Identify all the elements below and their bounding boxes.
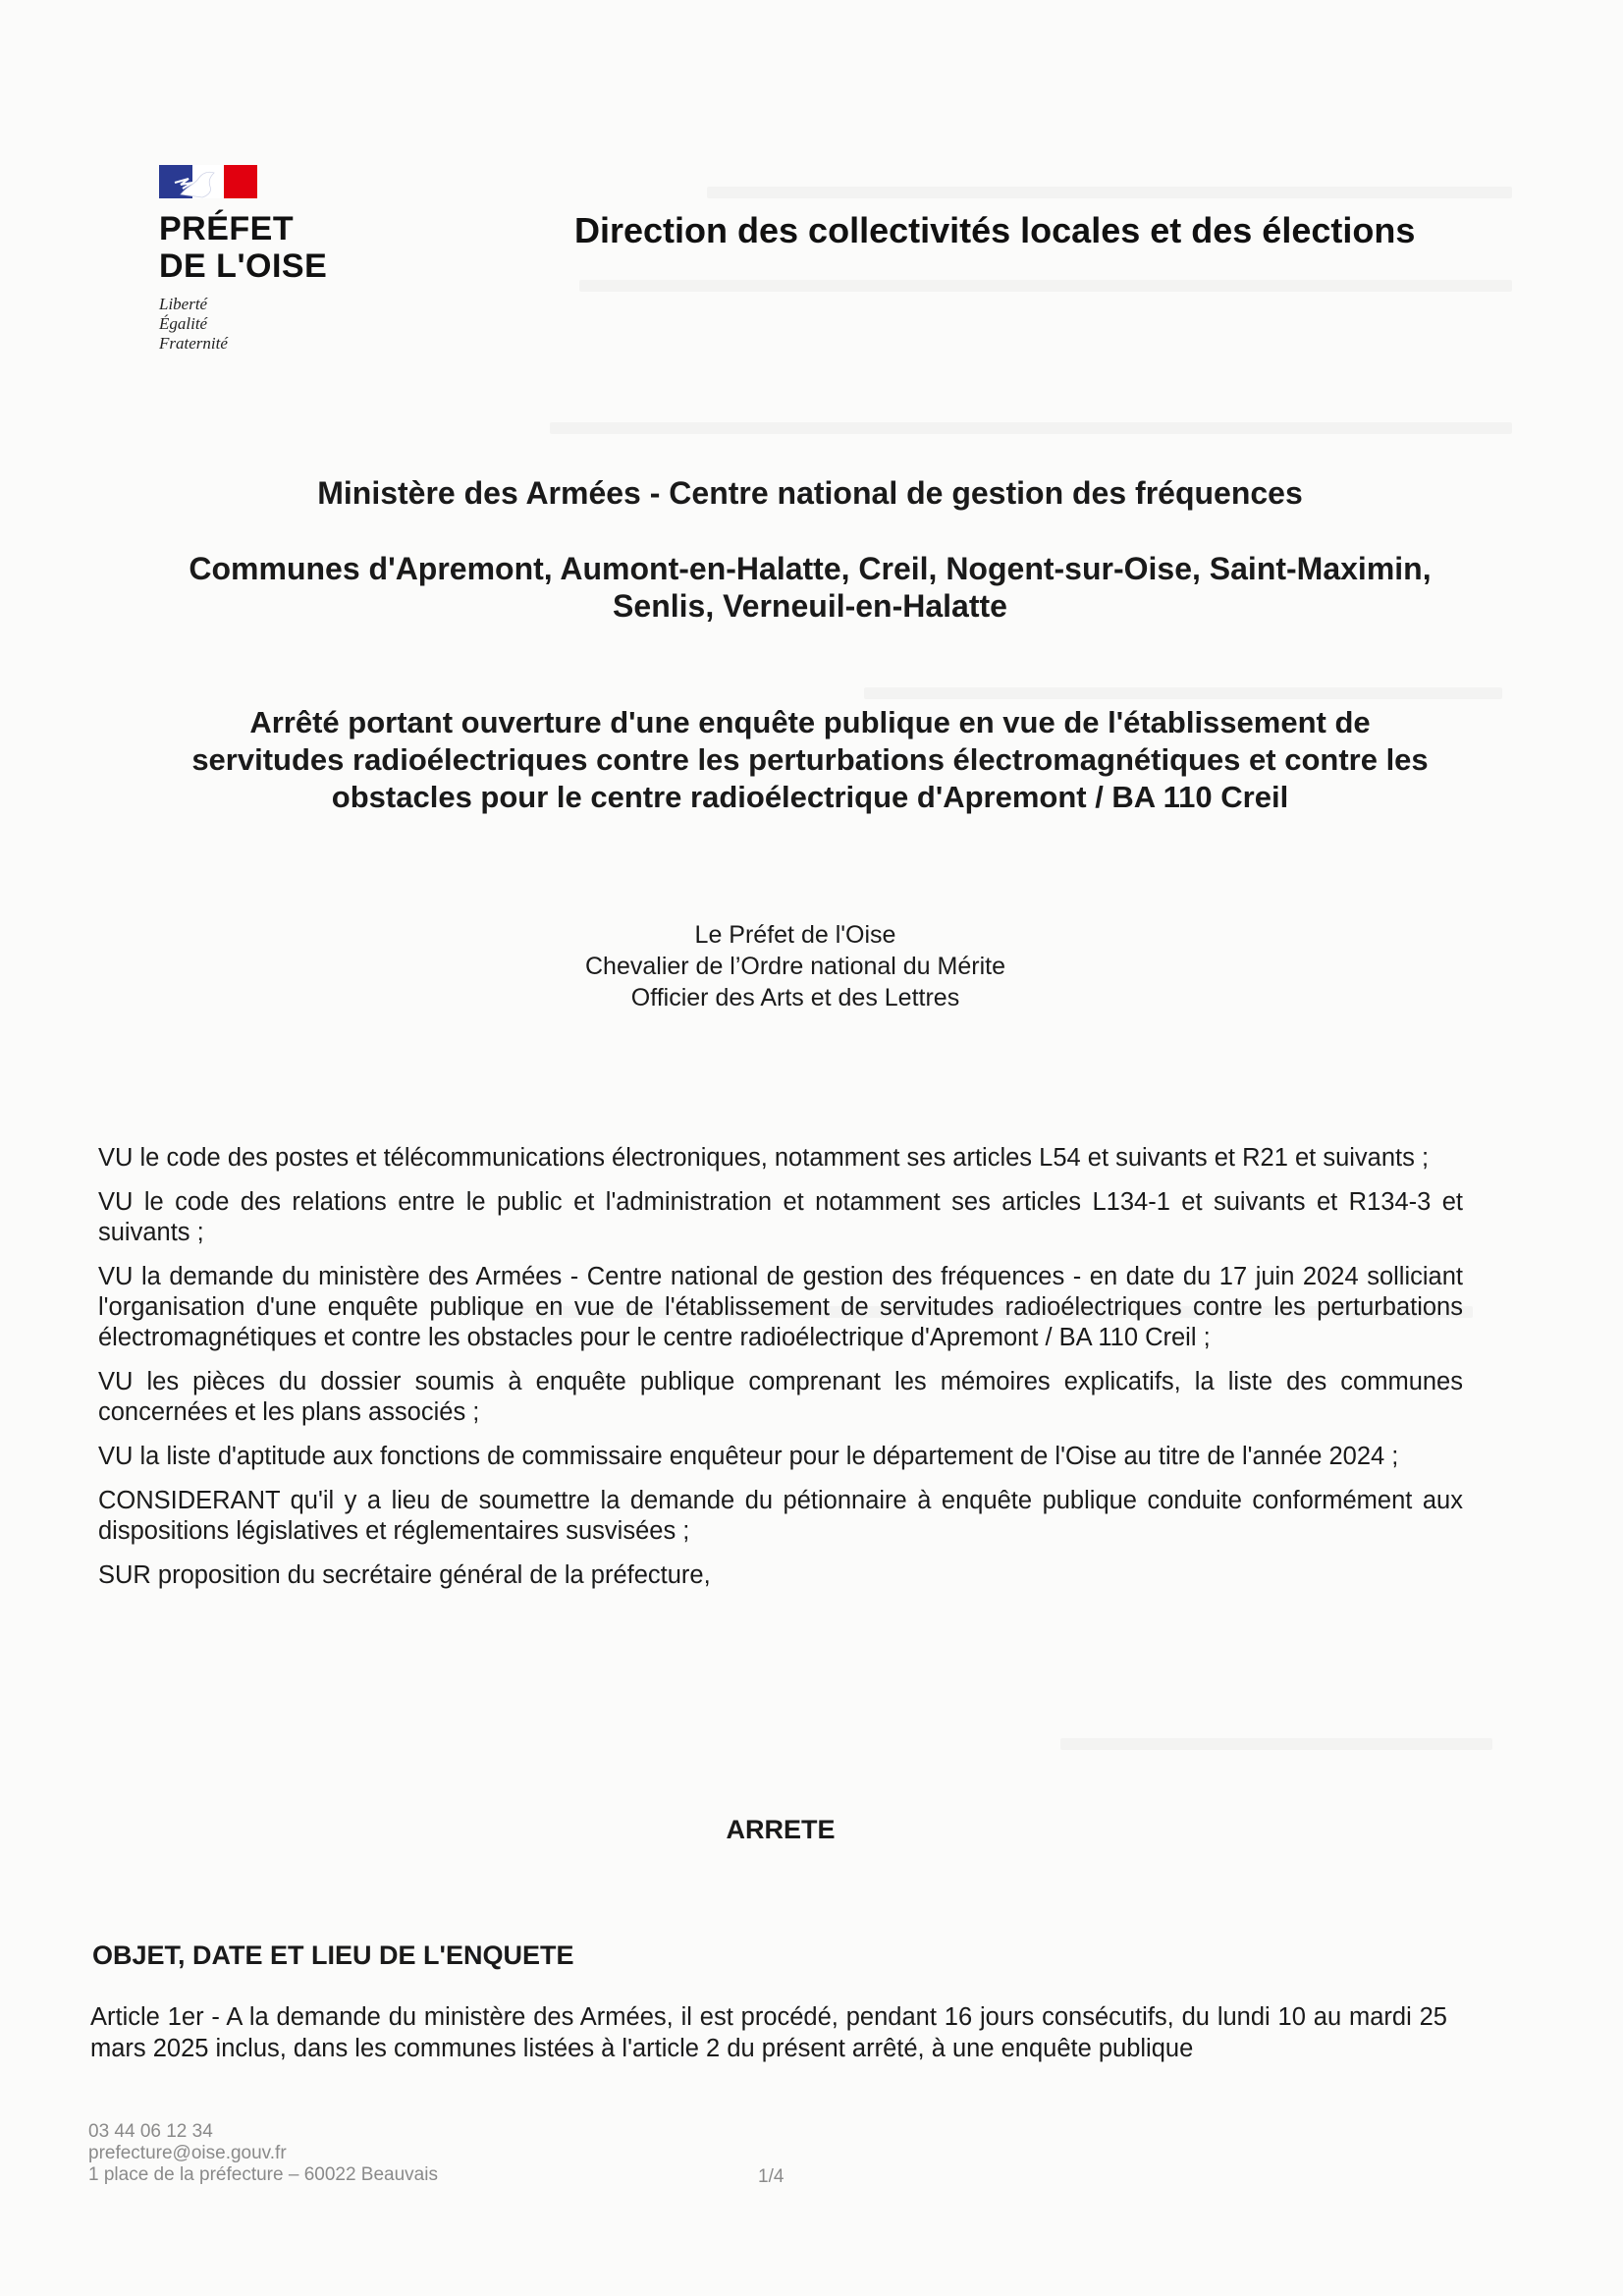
show-through <box>707 187 1512 198</box>
motto-liberte: Liberté <box>159 295 208 313</box>
direction-title: Direction des collectivités locales et des élections <box>574 210 1416 250</box>
visa-paragraph: VU la liste d'aptitude aux fonctions de commissaire enquêteur pour le département de l'Oise au titre de l'année 2024 ; <box>98 1443 1399 1470</box>
prefecture-logo <box>159 165 355 354</box>
marianne-icon <box>159 165 257 198</box>
section-heading: OBJET, DATE ET LIEU DE L'ENQUETE <box>92 1941 574 1970</box>
footer-phone: 03 44 06 12 34 <box>88 2121 213 2142</box>
communes-line1: Communes d'Apremont, Aumont-en-Halatte, Creil, Nogent-sur-Oise, Saint-Maximin, <box>189 551 1432 586</box>
footer-email: prefecture@oise.gouv.fr <box>88 2143 287 2163</box>
arrete-title-line1: Arrêté portant ouverture d'une enquête publique en vue de l'établissement de <box>249 705 1371 739</box>
motto-egalite: Égalité <box>159 314 208 333</box>
article-1 <box>90 2001 1447 2064</box>
arrete-title-line3: obstacles pour le centre radioélectrique d'Apremont / BA 110 Creil <box>331 780 1289 814</box>
show-through <box>550 422 1512 434</box>
prefet-line3: Officier des Arts et des Lettres <box>630 984 960 1011</box>
prefet-line2: Chevalier de l’Ordre national du Mérite <box>585 953 1005 980</box>
ministere-title: Ministère des Armées - Centre national de gestion des fréquences <box>317 475 1303 511</box>
visa-paragraph: VU le code des postes et télécommunications électroniques, notamment ses articles L54 et suivants et R21 et suivants ; <box>98 1144 1430 1172</box>
show-through <box>864 687 1502 699</box>
footer-address: 1 place de la préfecture – 60022 Beauvais <box>88 2164 438 2185</box>
considerant-paragraph: CONSIDERANT qu'il y a lieu de soumettre la demande du pétionnaire à enquête publique conduite conformément aux dispositions législatives et réglementaires susvisées ; <box>98 1487 1463 1545</box>
logo-title <box>159 210 355 285</box>
logo-title-line2: DE L'OISE <box>159 247 328 285</box>
article-text: - A la demande du ministère des Armées, il est procédé, pendant 16 jours consécutifs, du lundi 10 au mardi 25 mars 2025 inclus, dans les communes listées à l'article 2 du présent arrêté, à une enquête publique <box>90 2003 1447 2062</box>
visa-paragraph: VU la demande du ministère des Armées - Centre national de gestion des fréquences - en date du 17 juin 2024 solliciant l'organisation d'une enquête publique en vue de l'établissement de servitudes radioélectriques contre les perturbations électromagnétiques et contre les obstacles pour le centre radioélectrique d'Apremont / BA 110 Creil ; <box>98 1263 1463 1351</box>
communes-title <box>108 550 1512 625</box>
footer-contact <box>88 2121 438 2186</box>
show-through <box>1060 1738 1492 1750</box>
motto-fraternite: Fraternité <box>159 334 228 353</box>
arrete-title-line2: servitudes radioélectriques contre les perturbations électromagnétiques et contre les <box>191 742 1429 777</box>
page-number: 1/4 <box>758 2166 784 2187</box>
visa-paragraph: VU le code des relations entre le public et l'administration et notamment ses articles L134-1 et suivants et R134-3 et suivants ; <box>98 1188 1463 1246</box>
arrete-heading: ARRETE <box>726 1815 836 1844</box>
show-through <box>579 280 1512 292</box>
article-label: Article 1er <box>90 2003 204 2031</box>
prefet-signature-block <box>304 919 1286 1013</box>
logo-title-line1: PRÉFET <box>159 210 295 247</box>
communes-line2: Senlis, Verneuil-en-Halatte <box>613 588 1007 624</box>
proposition-paragraph: SUR proposition du secrétaire général de la préfecture, <box>98 1561 711 1589</box>
arrete-title <box>108 704 1512 816</box>
visa-paragraph: VU les pièces du dossier soumis à enquête publique comprenant les mémoires explicatifs, la liste des communes concernées et les plans associés ; <box>98 1368 1463 1426</box>
prefet-line1: Le Préfet de l'Oise <box>694 921 896 949</box>
visas-list <box>98 1143 1463 1605</box>
republic-motto <box>159 295 355 354</box>
